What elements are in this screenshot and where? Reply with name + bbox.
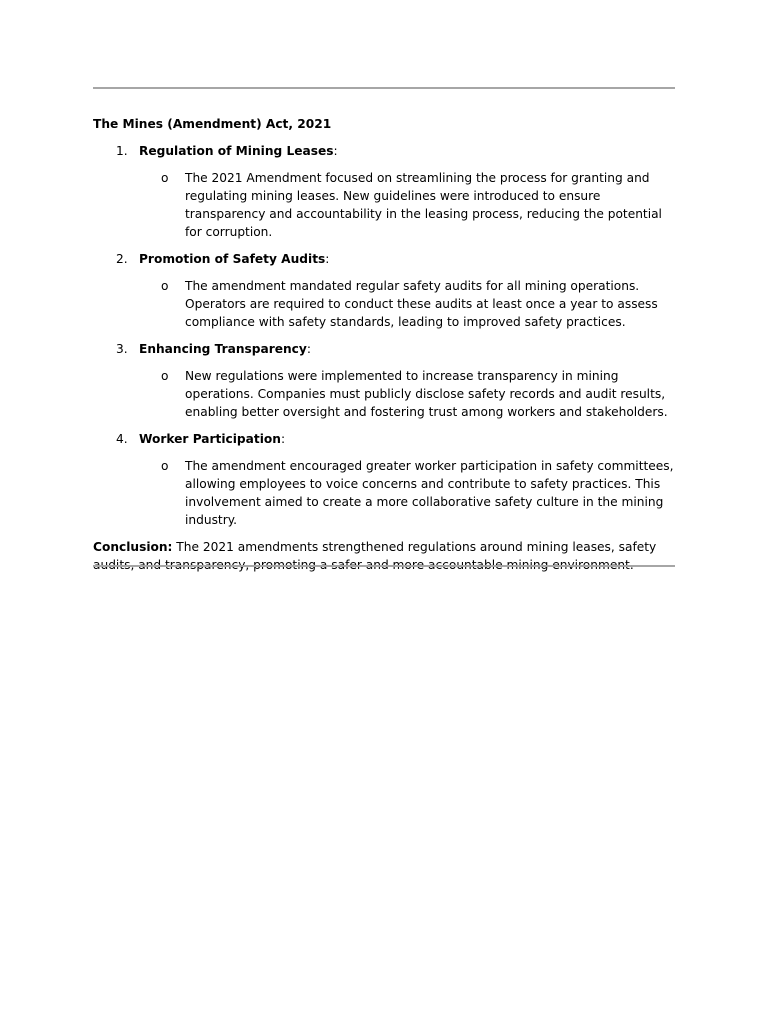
section-number: 2. [116, 252, 128, 266]
section-2 [93, 250, 678, 331]
list-item [139, 457, 678, 529]
section-heading-text: Regulation of Mining Leases [139, 144, 334, 158]
section-heading-colon: : [325, 252, 330, 266]
section-number: 4. [116, 432, 128, 446]
document-title: The Mines (Amendment) Act, 2021 [93, 117, 332, 131]
section-4 [93, 430, 678, 529]
section-heading-colon: : [280, 432, 286, 446]
bullet-circle-icon: o [161, 279, 169, 293]
section-heading-text: Worker Participation [139, 432, 281, 446]
section-3 [93, 340, 678, 421]
conclusion-text: The 2021 amendments strengthened regulations around mining leases, safety audits, and transparency, promoting a safer and more accountable mining environment. [93, 540, 657, 572]
section-number: 3. [116, 342, 128, 356]
list-item [139, 367, 678, 421]
bottom-divider [93, 565, 675, 567]
bullet-text: New regulations were implemented to increase transparency in mining operations. Companies must publicly disclose safety records and audit results, enabling better oversight and fostering trust among workers and stakeholders. [185, 369, 668, 419]
bullet-text: The 2021 Amendment focused on streamlining the process for granting and regulating mining leases. New guidelines were introduced to ensure transparency and accountability in the leasing process, reducing the potential for corruption. [185, 171, 662, 239]
top-divider [93, 87, 675, 89]
section-number: 1. [116, 144, 128, 158]
section-1 [93, 142, 678, 241]
section-heading-text: Promotion of Safety Audits [139, 252, 326, 266]
section-heading [139, 430, 678, 448]
list-item [139, 277, 678, 331]
bullet-circle-icon: o [161, 369, 169, 383]
section-heading [139, 340, 678, 358]
section-heading [139, 142, 678, 160]
document-body [93, 115, 678, 574]
section-heading-colon: : [306, 342, 311, 356]
section-heading-text: Enhancing Transparency [139, 342, 307, 356]
bullet-text: The amendment encouraged greater worker participation in safety committees, allowing employees to voice concerns and contribute to safety practices. This involvement aimed to create a more collaborative safety culture in the mining industry. [185, 459, 674, 527]
section-heading [139, 250, 678, 268]
bullet-circle-icon: o [161, 459, 169, 473]
list-item [139, 169, 678, 241]
section-heading-colon: : [333, 144, 338, 158]
bullet-text: The amendment mandated regular safety audits for all mining operations. Operators are required to conduct these audits at least once a year to assess compliance with safety standards, leading to improved safety practices. [185, 279, 658, 329]
conclusion-label: Conclusion: [93, 540, 173, 554]
conclusion-paragraph [93, 538, 678, 574]
bullet-circle-icon: o [161, 171, 169, 185]
